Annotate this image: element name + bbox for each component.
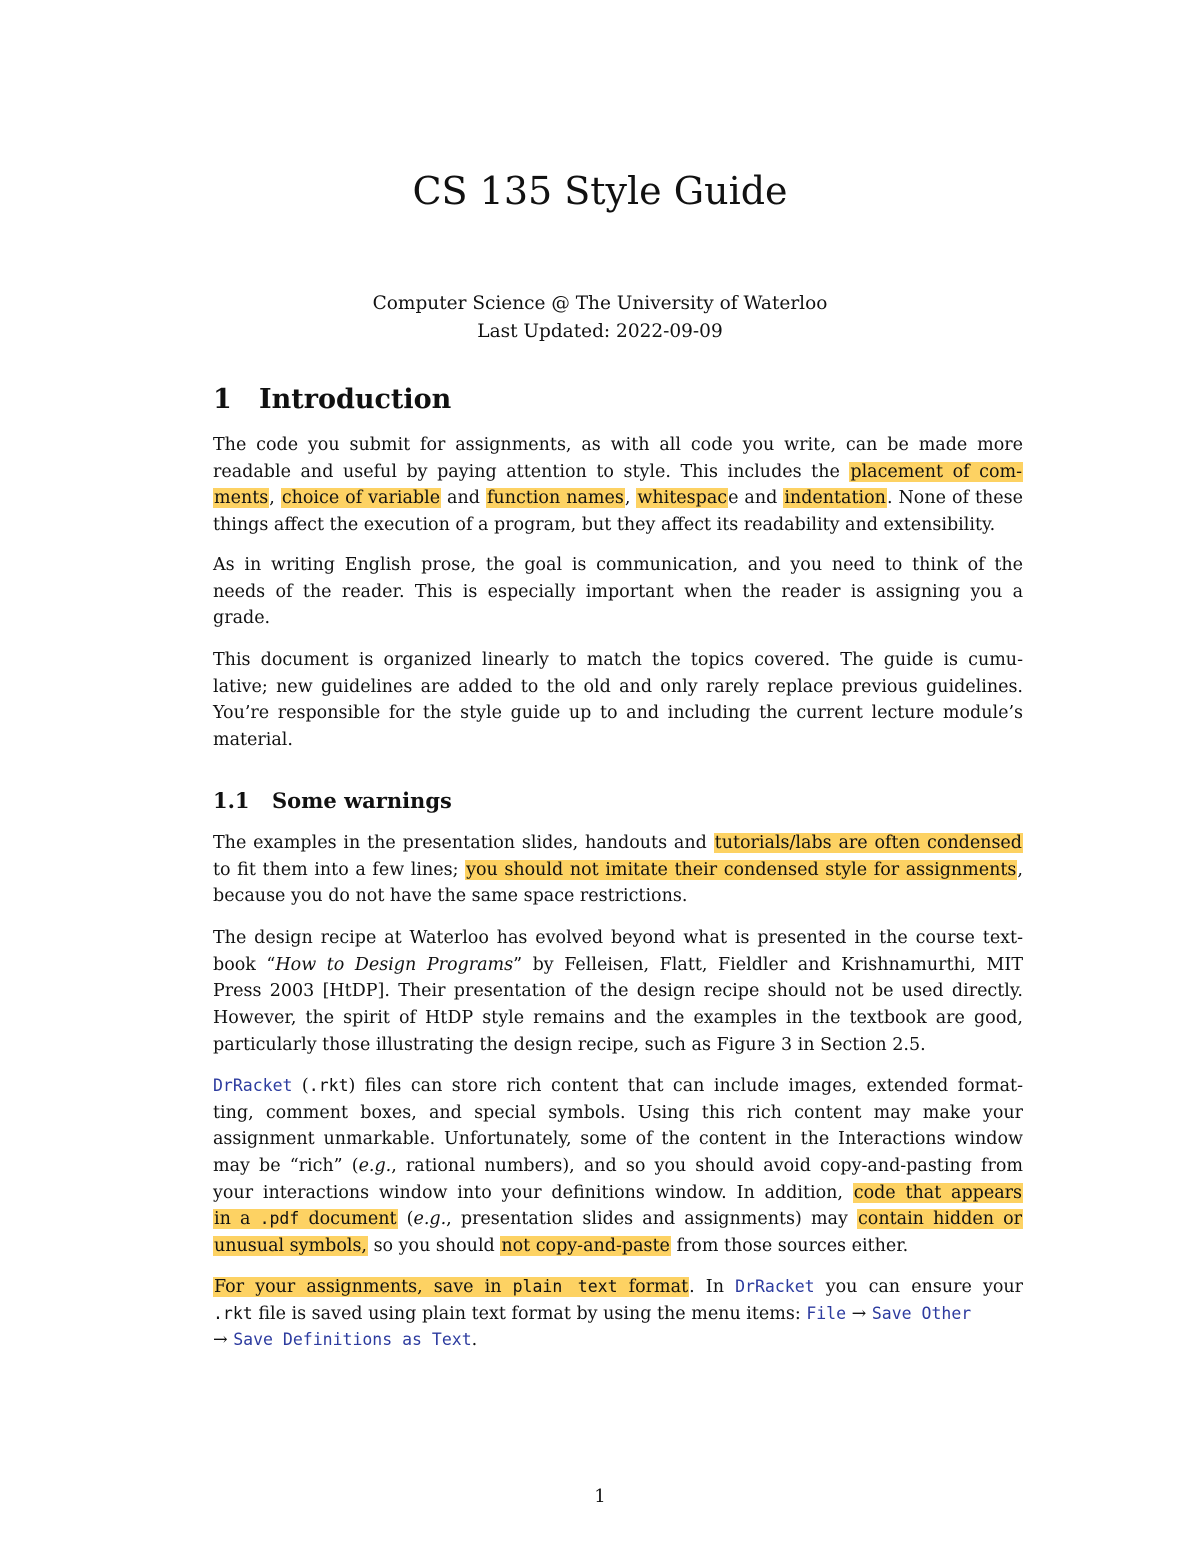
subsection-heading-some-warnings xyxy=(213,787,452,815)
text-line: This document is organized linearly to match the topics covered. The guide is cumu- xyxy=(213,650,1023,670)
highlight: ments xyxy=(214,488,269,509)
highlight: For your assignments, save in plain text format xyxy=(214,1277,689,1297)
highlight: not copy-and-paste xyxy=(501,1236,670,1257)
affiliation: Computer Science @ The University of Waterloo xyxy=(372,293,828,314)
code-drracket: DrRacket xyxy=(735,1277,815,1296)
text-line: → Save Definitions as Text. xyxy=(213,1330,478,1351)
text-line: The examples in the presentation slides, handouts and tutorials/labs are often condensed xyxy=(213,833,1022,853)
text-line: The design recipe at Waterloo has evolved beyond what is presented in the course text- xyxy=(213,928,1023,948)
intro-paragraph-1 xyxy=(213,432,1023,539)
text-line: lative; new guidelines are added to the old and only rarely replace previous guidelines. xyxy=(213,676,1023,697)
highlight: unusual symbols, xyxy=(214,1236,367,1257)
warnings-paragraph-1 xyxy=(213,830,1023,910)
highlight: whitespac xyxy=(637,488,728,509)
text-line: For your assignments, save in plain text format. In DrRacket you can ensure your xyxy=(214,1277,1024,1297)
menu-save-other: Save Other xyxy=(871,1303,972,1323)
text-line: ting, comment boxes, and special symbols. Using this rich content may make your xyxy=(213,1102,1023,1123)
page-number: 1 xyxy=(594,1486,606,1507)
text-line: needs of the reader. This is especially important when the reader is assigning you a xyxy=(213,581,1023,602)
text-line: because you do not have the same space restrictions. xyxy=(213,886,688,907)
text-line: However, the spirit of HtDP style remains and the examples in the textbook are good, xyxy=(213,1008,1023,1029)
highlight: in a .pdf document xyxy=(214,1209,397,1230)
text-line: your interactions window into your definitions window. In addition, code that appears xyxy=(213,1182,1023,1203)
intro-paragraph-3 xyxy=(213,647,1023,754)
text-line: The code you submit for assignments, as with all code you write, can be made more xyxy=(213,435,1023,455)
warnings-paragraph-4 xyxy=(213,1274,1023,1354)
warnings-paragraph-2 xyxy=(213,925,1023,1058)
document-title: CS 135 Style Guide xyxy=(412,169,788,213)
section-title: Introduction xyxy=(259,384,452,415)
text-line: unusual symbols, so you should not copy-and-paste from those sources either. xyxy=(214,1236,909,1257)
code-rkt: .rkt xyxy=(308,1076,349,1095)
text-line: in a .pdf document (e.g., presentation slides and assignments) may contain hidden or xyxy=(214,1209,1022,1230)
highlight: contain hidden or xyxy=(858,1209,1022,1230)
highlight: code that appears xyxy=(853,1182,1023,1203)
book-title: How to Design Programs xyxy=(275,954,514,975)
text-line: grade. xyxy=(213,608,271,629)
highlight: tutorials/labs are often condensed xyxy=(714,833,1022,853)
last-updated: Last Updated: 2022-09-09 xyxy=(477,321,723,342)
text-line: things affect the execution of a program, but they affect its readability and extensibility. xyxy=(213,515,996,536)
highlight: placement of com- xyxy=(850,461,1022,482)
intro-paragraph-2 xyxy=(213,552,1023,632)
text-line: assignment unmarkable. Unfortunately, some of the content in the Interactions window xyxy=(213,1129,1023,1150)
text-line: DrRacket (.rkt) files can store rich content that can include images, extended format- xyxy=(213,1076,1023,1096)
text-line: readable and useful by paying attention to style. This includes the placement of com- xyxy=(213,461,1022,482)
text-line: to fit them into a few lines; you should not imitate their condensed style for assignments, xyxy=(213,859,1023,880)
code-rkt: .rkt xyxy=(213,1303,253,1323)
text-line: .rkt file is saved using plain text format by using the menu items: File → Save Other xyxy=(213,1303,972,1324)
text-line: You’re responsible for the style guide up to and including the current lecture module’s xyxy=(213,703,1023,724)
text-line: Press 2003 [HtDP]. Their presentation of the design recipe should not be used directly. xyxy=(213,981,1023,1002)
text-line: ments, choice of variable and function names, whitespace and indentation. None of these xyxy=(214,488,1023,509)
text-line: book “How to Design Programs” by Felleisen, Flatt, Fieldler and Krishnamurthi, MIT xyxy=(213,954,1023,975)
text-line: particularly those illustrating the design recipe, such as Figure 3 in Section 2.5. xyxy=(213,1034,926,1055)
text-line: may be “rich” (e.g., rational numbers), and so you should avoid copy-and-pasting from xyxy=(213,1156,1023,1177)
warnings-paragraph-3 xyxy=(213,1073,1023,1260)
menu-save-definitions-as-text: Save Definitions as Text xyxy=(233,1330,472,1350)
section-heading-introduction xyxy=(213,383,451,417)
menu-file: File xyxy=(806,1303,847,1323)
subsection-title: Some warnings xyxy=(272,788,452,813)
subsection-number: 1.1 xyxy=(213,788,250,813)
highlight: choice of variable xyxy=(281,488,441,509)
text-line: As in writing English prose, the goal is communication, and you need to think of the xyxy=(213,555,1023,575)
code-drracket: DrRacket xyxy=(213,1076,293,1095)
highlight: indentation xyxy=(784,488,886,509)
section-number: 1 xyxy=(213,384,232,415)
highlight: function names xyxy=(486,488,624,509)
highlight: you should not imitate their condensed style for assignments xyxy=(466,859,1017,880)
text-line: material. xyxy=(213,730,293,751)
title-block xyxy=(0,290,1200,346)
